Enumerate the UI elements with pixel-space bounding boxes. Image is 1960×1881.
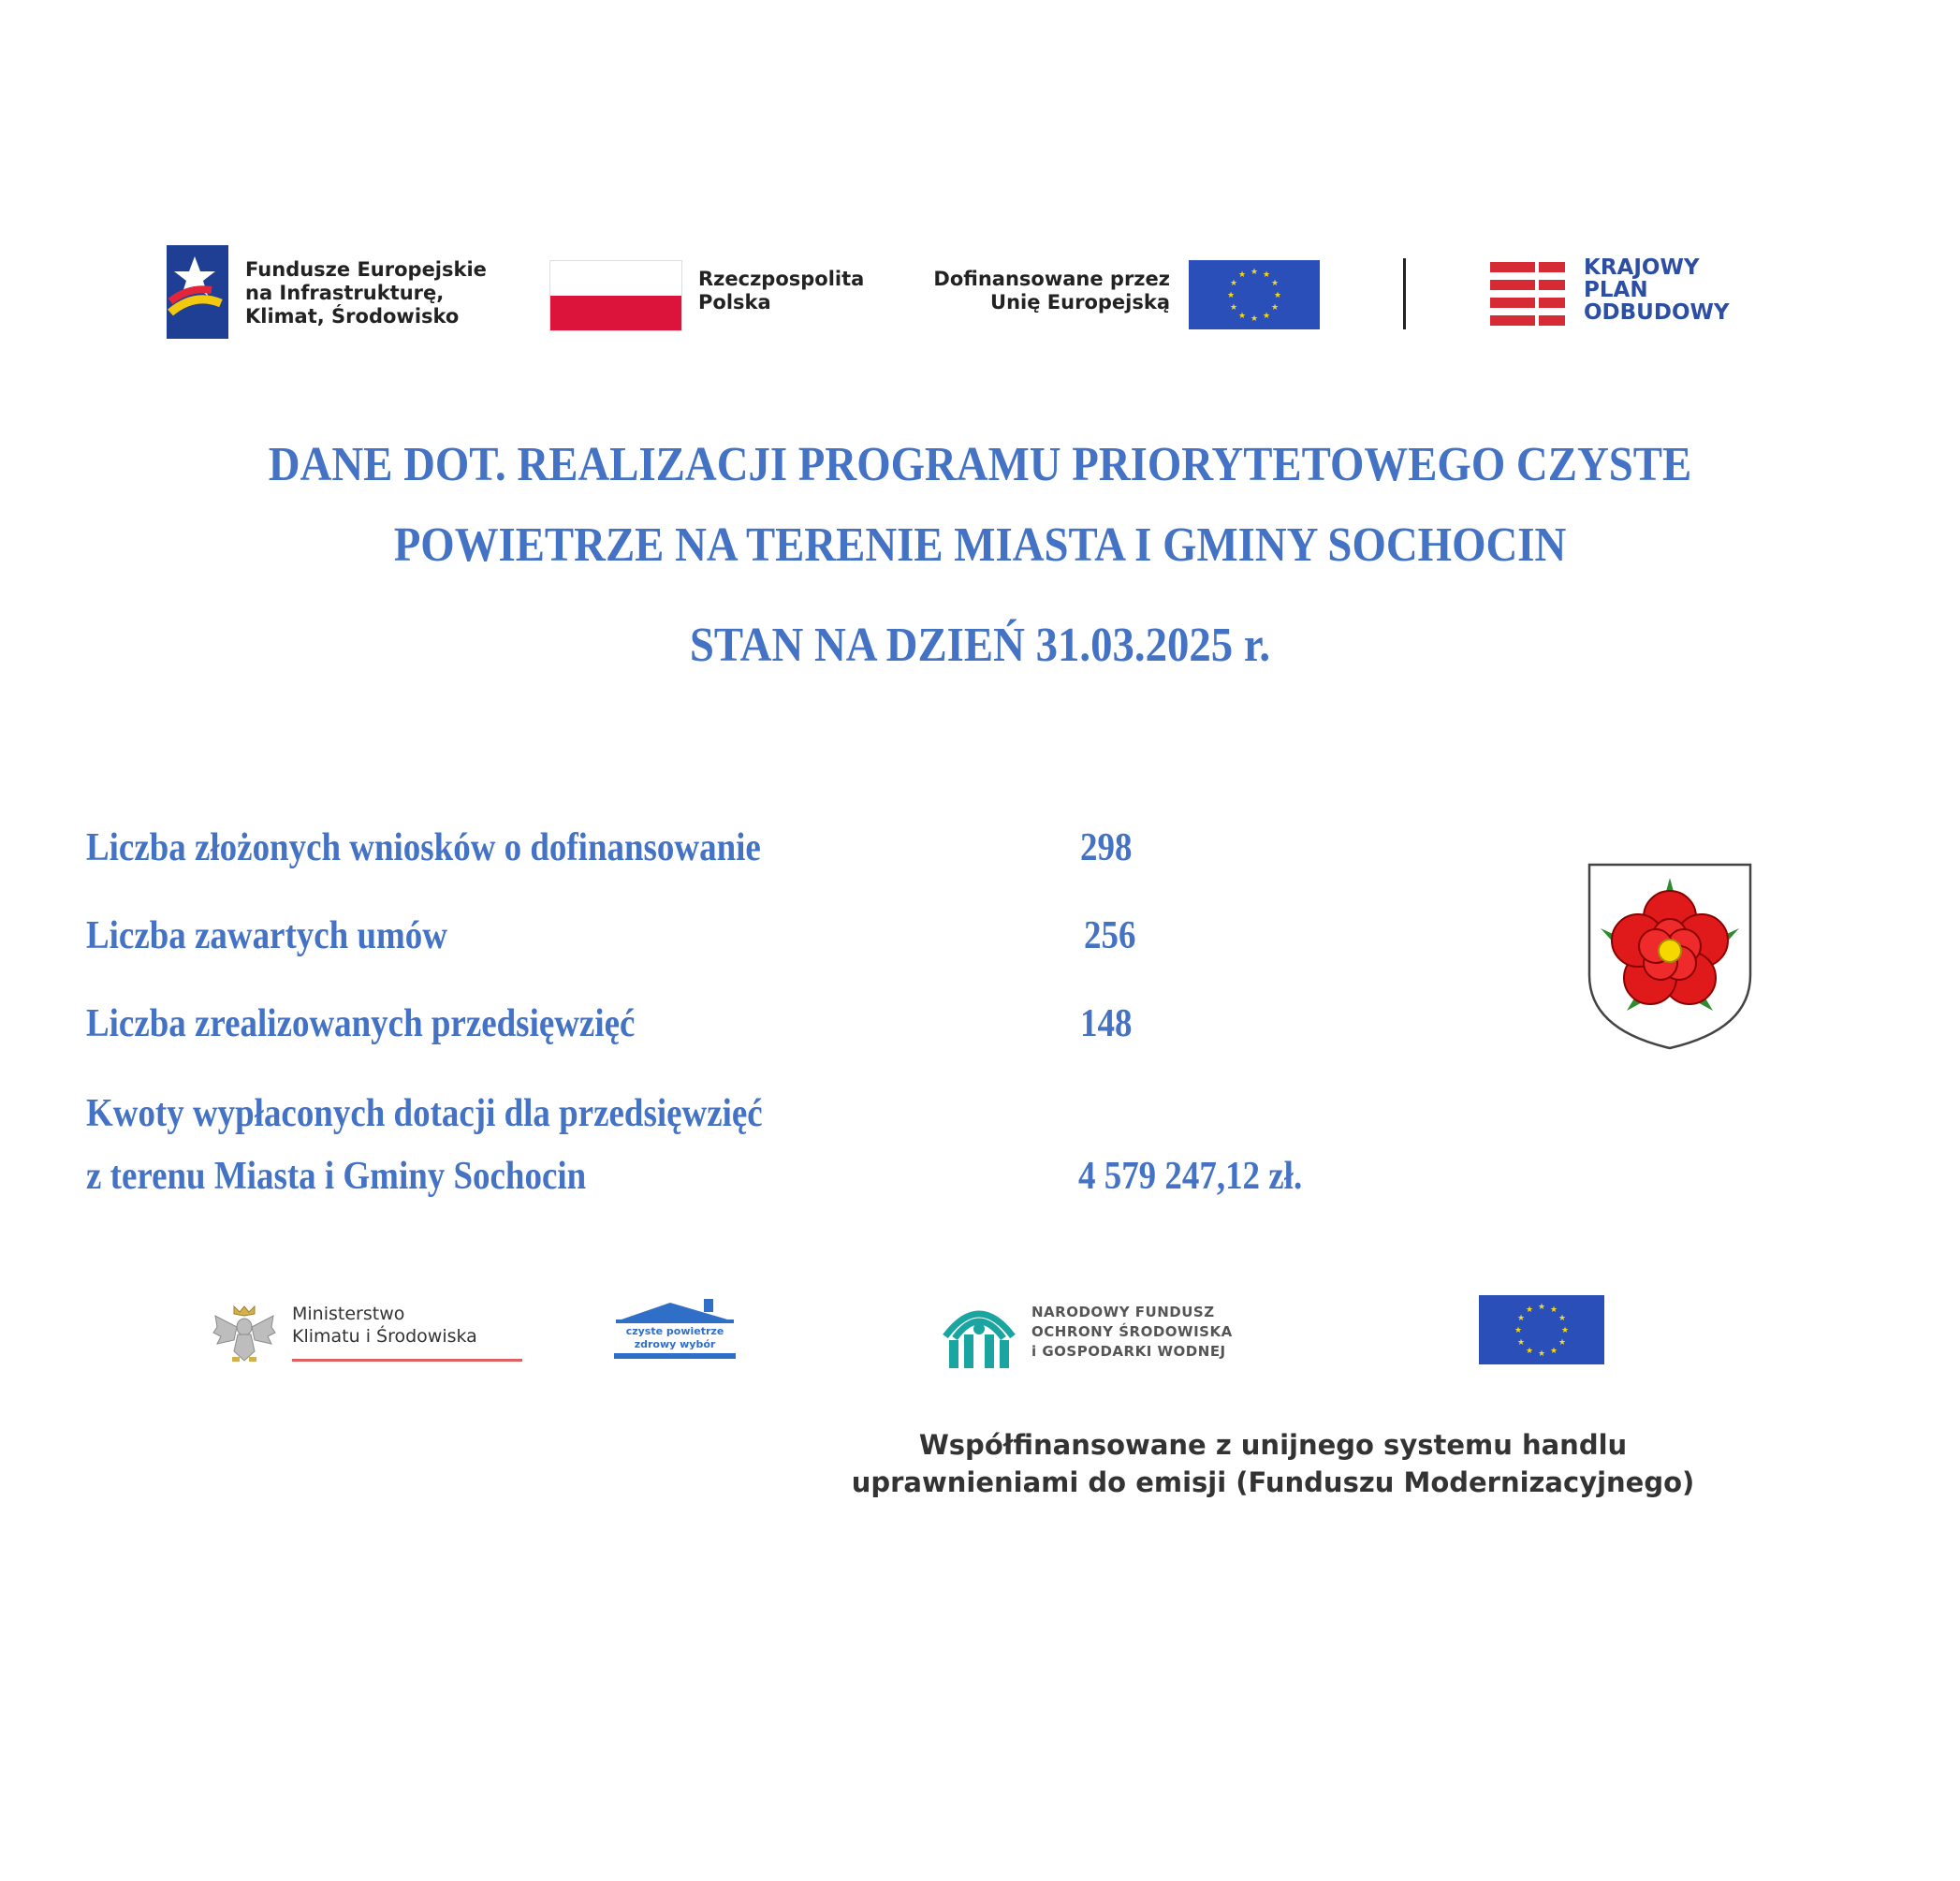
cofinancing-line-1: Współfinansowane z unijnego systemu handlu	[918, 1429, 1628, 1461]
svg-text:★: ★	[1516, 1338, 1526, 1348]
nfos-logo-text: NARODOWY FUNDUSZ OCHRONY ŚRODOWISKA i GOSPODARKI WODNEJ	[1031, 1304, 1233, 1360]
eu-flag-icon	[1189, 260, 1320, 329]
stat-label-grants-2: z terenu Miasta i Gminy Sochocin	[86, 1155, 587, 1198]
status-date: STAN NA DZIEŃ 31.03.2025 r.	[689, 619, 1271, 672]
rp-logo-text: Rzeczpospolita Polska	[698, 268, 865, 314]
stat-label-contracts: Liczba zawartych umów	[86, 914, 447, 957]
svg-text:★: ★	[1558, 1338, 1567, 1348]
svg-text:★: ★	[1226, 291, 1236, 300]
stat-value-contracts: 256	[1084, 914, 1136, 957]
svg-text:★: ★	[1549, 1347, 1558, 1356]
coat-of-arms-rose-icon	[1587, 863, 1752, 1052]
svg-text:★: ★	[1560, 1326, 1570, 1335]
polish-flag-icon	[549, 260, 682, 331]
svg-text:★: ★	[1516, 1314, 1526, 1323]
logo-divider	[1403, 258, 1406, 329]
ministry-logo-text: Ministerstwo Klimatu i Środowiska	[292, 1304, 477, 1347]
stat-label-applications: Liczba złożonych wniosków o dofinansowanie	[86, 826, 761, 869]
cofinancing-line-2: uprawnieniami do emisji (Funduszu Modernizacyjnego)	[851, 1466, 1695, 1498]
svg-text:★: ★	[1229, 279, 1238, 288]
eagle-emblem-icon	[212, 1299, 277, 1364]
svg-text:★: ★	[1270, 279, 1280, 288]
eu-cofunded-text: Dofinansowane przez Unię Europejską	[933, 268, 1170, 314]
stat-label-grants-1: Kwoty wypłaconych dotacji dla przedsięwzięć	[86, 1092, 763, 1135]
svg-text:★: ★	[1270, 303, 1280, 313]
stat-value-completed: 148	[1080, 1002, 1133, 1045]
page-title	[98, 425, 1863, 586]
svg-text:★: ★	[1525, 1305, 1534, 1315]
eu-flag-bottom-icon	[1479, 1295, 1604, 1364]
svg-text:★: ★	[1537, 1303, 1546, 1312]
stat-value-grants: 4 579 247,12 zł.	[1078, 1155, 1303, 1198]
fe-logo-text: Fundusze Europejskie na Infrastrukturę, Klimat, Środowisko	[245, 258, 487, 328]
svg-text:★: ★	[1237, 270, 1247, 280]
czyste-logo-text: czyste powietrze zdrowy wybór	[625, 1325, 724, 1350]
house-roof-icon	[614, 1295, 736, 1323]
czyste-logo-base	[614, 1353, 736, 1359]
nfos-logo-icon	[940, 1297, 1018, 1370]
stat-label-completed: Liczba zrealizowanych przedsięwzięć	[86, 1002, 636, 1045]
svg-text:★: ★	[1558, 1314, 1567, 1323]
title-line-2: POWIETRZE NA TERENIE MIASTA I GMINY SOCHOCIN	[393, 518, 1567, 572]
kpo-logo-icon	[1488, 260, 1567, 328]
cofinancing-note	[805, 1426, 1741, 1501]
svg-text:★: ★	[1514, 1326, 1523, 1335]
ministry-logo-underline	[292, 1359, 522, 1362]
svg-text:★: ★	[1250, 268, 1259, 277]
svg-text:★: ★	[1262, 270, 1271, 280]
svg-text:★: ★	[1525, 1347, 1534, 1356]
svg-text:★: ★	[1237, 312, 1247, 321]
fe-logo-icon	[167, 245, 228, 339]
title-line-1: DANE DOT. REALIZACJI PROGRAMU PRIORYTETOWEGO CZYSTE	[268, 438, 1692, 491]
header-logo-bar	[0, 234, 1960, 346]
stat-value-applications: 298	[1080, 826, 1133, 869]
svg-text:★: ★	[1229, 303, 1238, 313]
svg-text:★: ★	[1549, 1305, 1558, 1315]
kpo-logo-text: KRAJOWY PLAN ODBUDOWY	[1584, 255, 1730, 325]
svg-text:★: ★	[1273, 291, 1282, 300]
svg-text:★: ★	[1537, 1349, 1546, 1359]
svg-text:★: ★	[1250, 314, 1259, 324]
svg-text:★: ★	[1262, 312, 1271, 321]
